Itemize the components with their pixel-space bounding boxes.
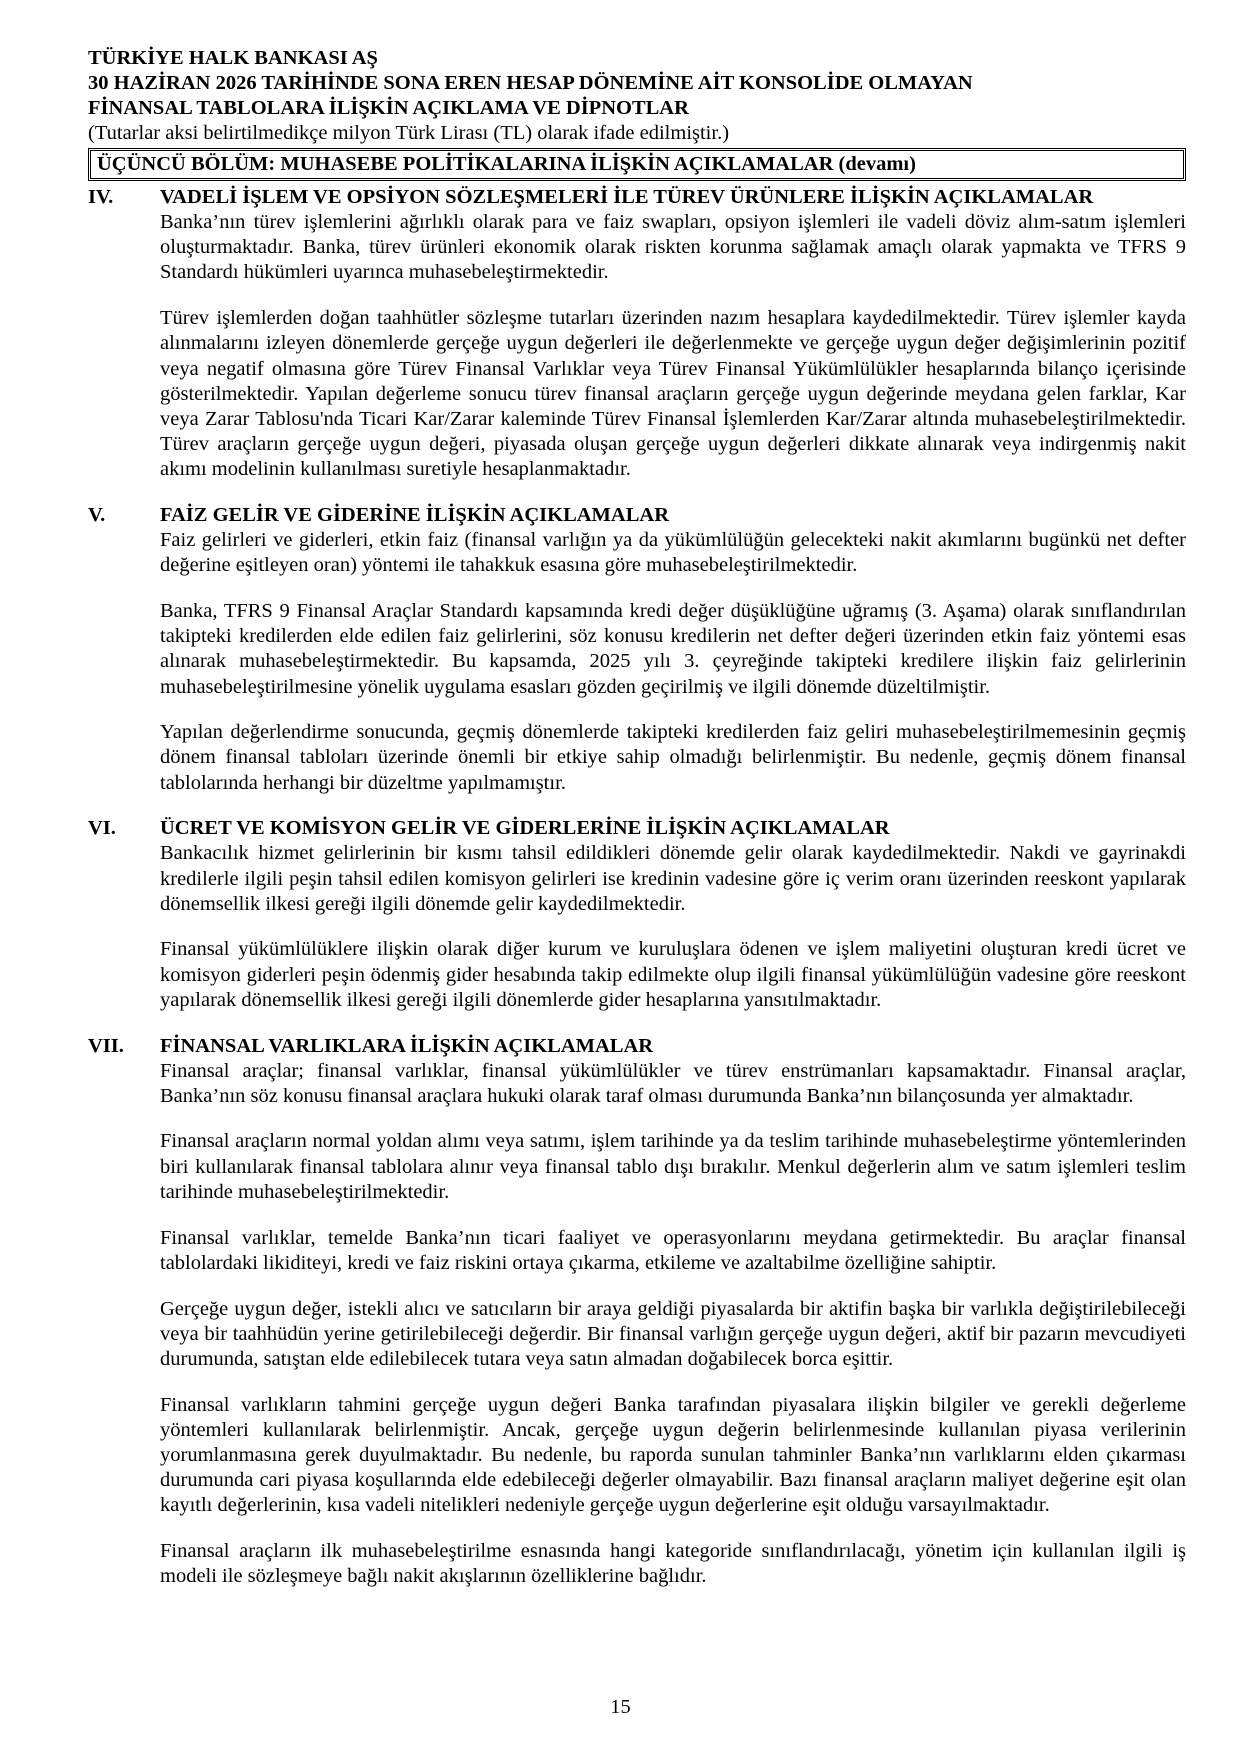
section-title: FİNANSAL VARLIKLARA İLİŞKİN AÇIKLAMALAR [160, 1034, 654, 1057]
paragraph: Gerçeğe uygun değer, istekli alıcı ve satıcıların bir araya geldiği piyasalarda bir aktifin başka bir varlıkla değiştirilebileceği veya bir taahhüdün yerine getirilebileceği değerdir. Bir finansal varlığın gerçeğe uygun değeri, aktif bir pazarın mevcudiyeti durumunda, satıştan elde edilebilecek tutara veya satın almadan doğabilecek borca eşittir. [160, 1297, 1186, 1370]
paragraph: Finansal araçların ilk muhasebeleştirilme esnasında hangi kategoride sınıflandırılacağı, yönetim için kullanılan ilgili iş modeli ile sözleşmeye bağlı nakit akışlarının özelliklerine bağlıdır. [160, 1540, 1186, 1588]
section-v [88, 503, 1186, 796]
section-heading [88, 503, 1186, 528]
paragraph: Finansal varlıklar, temelde Banka’nın ticari faaliyet ve operasyonlarını meydana getirmektedir. Bu araçlar finansal tablolardaki likiditeyi, kredi ve faiz riskini ortaya çıkarma, etkileme ve azaltabilme özelliğine sahiptir. [160, 1226, 1186, 1274]
paragraph: Türev işlemlerden doğan taahhütler sözleşme tutarları üzerinden nazım hesaplara kaydedilmektedir. Türev işlemler kayda alınmalarını izleyen dönemlerde gerçeğe uygun değerleri ile değerlenmekte ve gerçeğe uygun değer değişimlerinin pozitif veya negatif olmasına göre Türev Finansal Varlıklar veya Türev Finansal Yükümlülükler hesaplarında bilanço içerisinde gösterilmektedir. Yapılan değerleme sonucu türev finansal araçların gerçeğe uygun değerinde meydana gelen farklar, Kar veya Zarar Tablosu'nda Ticari Kar/Zarar kaleminde Türev Finansal İşlemlerden Kar/Zarar altında muhasebeleştirilmektedir. Türev araçların gerçeğe uygun değeri, piyasada oluşan gerçeğe uygun değerleri dikkate alınarak veya indirgenmiş nakit akımı modelinin kullanılması suretiyle hesaplanmaktadır. [160, 307, 1186, 481]
paragraph: Finansal yükümlülüklere ilişkin olarak diğer kurum ve kuruluşlara ödenen ve işlem maliyetini oluşturan kredi ücret ve komisyon giderleri peşin ödenmiş gider hesabında takip edilmekte olup ilgili finansal yükümlülüğün vadesine göre reeskont yapılarak dönemsellik ilkesi gereği ilgili dönemlerde gider hesaplarına yansıtılmaktadır. [160, 938, 1186, 1011]
section-title: ÜCRET VE KOMİSYON GELİR VE GİDERLERİNE İLİŞKİN AÇIKLAMALAR [160, 817, 890, 840]
paragraph: Yapılan değerlendirme sonucunda, geçmiş dönemlerde takipteki kredilerden faiz geliri muhasebeleştirilmemesinin geçmiş dönem finansal tabloları üzerinde önemli bir etkiye sahip olmadığı belirlenmiştir. Bu nedenle, geçmiş dönem finansal tablolarında herhangi bir düzeltme yapılmamıştır. [160, 721, 1186, 794]
section-title: VADELİ İŞLEM VE OPSİYON SÖZLEŞMELERİ İLE TÜREV ÜRÜNLERE İLİŞKİN AÇIKLAMALAR [160, 186, 1094, 208]
paragraph: Finansal araçların normal yoldan alımı veya satımı, işlem tarihinde ya da teslim tarihinde muhasebeleştirme yöntemlerinden biri kullanılarak finansal tablolara alınır veya finansal tablo dışı bırakılır. Menkul değerlerin alım ve satım işlemleri teslim tarihinde muhasebeleştirilmektedir. [160, 1130, 1186, 1203]
paragraph: Faiz gelirleri ve giderleri, etkin faiz (finansal varlığın ya da yükümlülüğün gelecekteki nakit akımlarını bugünkü net defter değerine eşitleyen oran) yöntemi ile tahakkuk esasına göre muhasebeleştirilmektedir. [160, 529, 1186, 577]
report-subtitle: FİNANSAL TABLOLARA İLİŞKİN AÇIKLAMA VE DİPNOTLAR [88, 97, 689, 119]
document-page [88, 46, 1186, 1610]
section-number: IV. [88, 186, 114, 208]
page-number: 15 [610, 1696, 631, 1718]
section-title: FAİZ GELİR VE GİDERİNE İLİŞKİN AÇIKLAMALAR [160, 504, 669, 527]
section-number: VII. [88, 1034, 124, 1057]
paragraph: Finansal araçlar; finansal varlıklar, finansal yükümlülükler ve türev enstrümanları kapsamaktadır. Finansal araçlar, Banka’nın söz konusu finansal araçlara hukuki olarak taraf olması durumunda Banka’nın bilançosunda yer almaktadır. [160, 1059, 1186, 1107]
bank-name: TÜRKİYE HALK BANKASI AŞ [88, 47, 378, 69]
paragraph: Banka’nın türev işlemlerini ağırlıklı olarak para ve faiz swapları, opsiyon işlemleri ile vadeli döviz alım-satım işlemleri oluşturmaktadır. Banka, türev ürünleri ekonomik olarak riskten korunma sağlamak amaçlı olarak yapmakta ve TFRS 9 Standardı hükümleri uyarınca muhasebeleştirmektedir. [160, 211, 1186, 284]
section-vi [88, 816, 1186, 1013]
section-vii [88, 1034, 1186, 1590]
paragraph: Finansal varlıkların tahmini gerçeğe uygun değeri Banka tarafından piyasalara ilişkin bilgiler ve gerekli değerleme yöntemleri kullanılarak belirlenmiştir. Ancak, gerçeğe uygun değerin belirlenmesinde kullanılan piyasa verilerinin yorumlanmasına gerek duyulmaktadır. Bu nedenle, bu raporda sunulan tahminler Banka’nın varlıklarını elden çıkarması durumunda cari piyasa koşullarında elde edebileceği değerler olmayabilir. Bazı finansal araçların maliyet değerine eşit olan kayıtlı değerlerinin, kısa vadeli nitelikleri nedeniyle gerçeğe uygun değerlerine eşit olduğu varsayılmaktadır. [160, 1393, 1186, 1517]
chapter-banner: ÜÇÜNCÜ BÖLÜM: MUHASEBE POLİTİKALARINA İLİŞKİN AÇIKLAMALAR (devamı) [88, 148, 1186, 181]
section-iv [88, 185, 1186, 483]
section-number: VI. [88, 817, 116, 840]
section-heading [88, 816, 1186, 841]
section-number: V. [88, 504, 106, 527]
section-heading [88, 185, 1186, 210]
report-period-title: 30 HAZİRAN 2026 TARİHİNDE SONA EREN HESAP DÖNEMİNE AİT KONSOLİDE OLMAYAN [88, 72, 973, 94]
section-heading [88, 1034, 1186, 1059]
paragraph: Banka, TFRS 9 Finansal Araçlar Standardı kapsamında kredi değer düşüklüğüne uğramış (3. Aşama) olarak sınıflandırılan takipteki kredilerden elde edilen faiz gelirlerini, söz konusu kredilerin net defter değeri üzerinden etkin faiz yöntemi esas alınarak muhasebeleştirmektedir. Bu kapsamda, 2025 yılı 3. çeyreğinde takipteki kredilere ilişkin faiz gelirlerinin muhasebeleştirilmesine yönelik uygulama esasları gözden geçirilmiş ve ilgili dönemde düzeltilmiştir. [160, 599, 1186, 698]
paragraph: Bankacılık hizmet gelirlerinin bir kısmı tahsil edildikleri dönemde gelir olarak kaydedilmektedir. Nakdi ve gayrinakdi kredilerle ilgili peşin tahsil edilen komisyon gelirleri ise kredinin vadesine göre iç verim oranı üzerinden reeskont yapılarak dönemsellik ilkesi gereği ilgili dönemde gelir kaydedilmektedir. [160, 842, 1186, 915]
currency-note: (Tutarlar aksi belirtilmedikçe milyon Türk Lirası (TL) olarak ifade edilmiştir.) [88, 122, 730, 144]
